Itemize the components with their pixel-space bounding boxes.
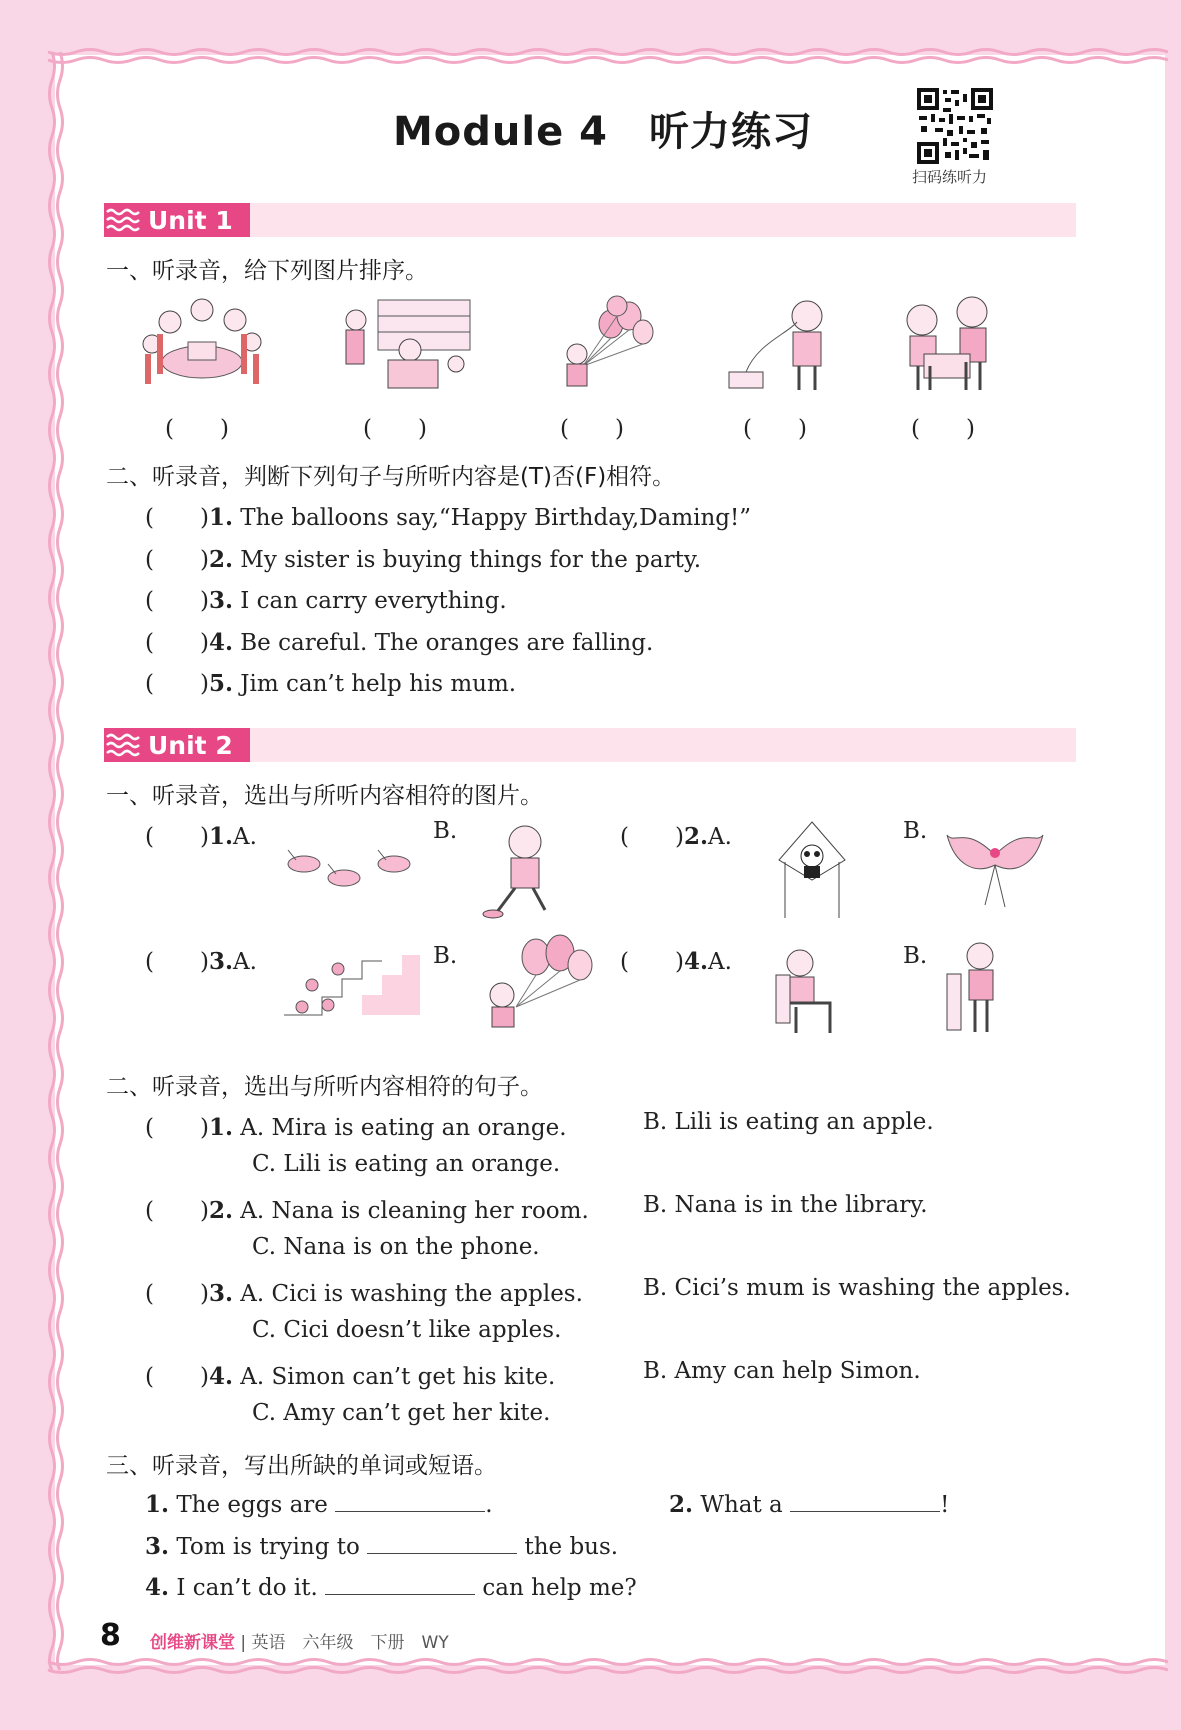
answer-blank[interactable]	[325, 1572, 475, 1595]
answer-paren[interactable]: ( )	[145, 1364, 209, 1390]
unit1-tf-item-4	[145, 624, 653, 657]
footer-brand: 创维新课堂	[150, 1633, 235, 1653]
item-number: 1.	[145, 1491, 170, 1518]
unit2-sentence-item-3-option-c: C. Cici doesn’t like apples.	[252, 1317, 562, 1343]
party-cake-picture	[140, 292, 270, 397]
fill-blank-item-4	[145, 1572, 637, 1601]
text-before: Tom is trying to	[169, 1534, 368, 1560]
item-number: 2.	[683, 823, 708, 850]
answer-paren[interactable]: ( )	[620, 949, 684, 975]
unit2-sentence-item-3-option-b: B. Cici’s mum is washing the apples.	[643, 1275, 1071, 1301]
fill-blank-item-2	[669, 1489, 949, 1518]
qr-caption: 扫码练听力	[912, 168, 988, 186]
item-text: I can carry everything.	[232, 588, 507, 614]
girl-phone-picture	[727, 294, 837, 394]
answer-paren[interactable]: ( )	[145, 1198, 209, 1224]
unit2-pic-item-4	[620, 943, 732, 976]
option-a-label: A.	[232, 949, 257, 975]
unit2-sentence-item-1-option-c: C. Lili is eating an orange.	[252, 1151, 561, 1177]
unit2-part2-heading: 二、听录音，选出与所听内容相符的句子。	[106, 1074, 543, 1100]
page-title: Module 4 听力练习	[393, 109, 813, 155]
balloons-boy-picture	[553, 296, 653, 391]
unit2-header-bar	[104, 728, 1076, 762]
text-after: .	[485, 1492, 493, 1518]
unit1-label: Unit 1	[148, 205, 233, 235]
option-a: A. Nana is cleaning her room.	[232, 1198, 589, 1224]
item-text: My sister is buying things for the party.	[232, 547, 702, 573]
footer-book-info: | 英语 六年级 下册 WY	[240, 1633, 449, 1653]
answer-blank[interactable]	[790, 1489, 940, 1512]
answer-paren[interactable]: ( )	[145, 1115, 209, 1141]
bird-kite-picture	[945, 815, 1045, 910]
answer-paren[interactable]: ( )	[145, 505, 209, 531]
item-number: 5.	[208, 670, 233, 697]
item-number: 4.	[145, 1574, 170, 1601]
item-text: Jim can’t help his mum.	[232, 671, 517, 697]
qr-code-icon[interactable]	[915, 86, 995, 166]
option-a-label: A.	[232, 824, 257, 850]
unit2-sentence-item-4	[145, 1358, 555, 1391]
item-number: 1.	[208, 1114, 233, 1141]
unit2-label: Unit 2	[148, 730, 233, 760]
item-number: 4.	[683, 948, 708, 975]
unit2-sentence-item-2-option-c: C. Nana is on the phone.	[252, 1234, 540, 1260]
unit1-picture-paren-1[interactable]: ( )	[165, 416, 229, 442]
unit1-picture-paren-4[interactable]: ( )	[743, 416, 807, 442]
item-number: 4.	[208, 629, 233, 656]
unit1-part2-heading: 二、听录音，判断下列句子与所听内容是(T)否(F)相符。	[106, 464, 676, 490]
unit1-part1-heading: 一、听录音，给下列图片排序。	[106, 258, 428, 284]
item-text: The balloons say,“Happy Birthday,Daming!”	[232, 505, 752, 531]
answer-paren[interactable]: ( )	[145, 824, 209, 850]
girl-tripping-picture	[475, 820, 565, 920]
waves-icon	[104, 728, 142, 762]
text-after: the bus.	[517, 1534, 619, 1560]
text-after: !	[940, 1492, 950, 1518]
unit2-sentence-item-4-option-b: B. Amy can help Simon.	[643, 1358, 921, 1384]
boy-sitting-chair-picture	[770, 945, 850, 1035]
answer-paren[interactable]: ( )	[145, 547, 209, 573]
answer-paren[interactable]: ( )	[145, 671, 209, 697]
answer-paren[interactable]: ( )	[620, 824, 684, 850]
answer-paren[interactable]: ( )	[145, 630, 209, 656]
option-a-label: A.	[707, 949, 732, 975]
unit1-header-bar	[104, 203, 1076, 237]
answer-blank[interactable]	[335, 1489, 485, 1512]
item-text: Be careful. The oranges are falling.	[232, 630, 654, 656]
item-number: 1.	[208, 823, 233, 850]
unit2-sentence-item-1-option-b: B. Lili is eating an apple.	[643, 1109, 934, 1135]
shopping-picture	[338, 298, 473, 393]
children-carrying-picture	[900, 292, 1010, 394]
unit1-tf-item-1	[145, 499, 751, 532]
item-number: 2.	[208, 1197, 233, 1224]
unit2-sentence-item-2-option-b: B. Nana is in the library.	[643, 1192, 928, 1218]
item-number: 3.	[208, 1280, 233, 1307]
option-a: A. Simon can’t get his kite.	[232, 1364, 556, 1390]
answer-paren[interactable]: ( )	[145, 1281, 209, 1307]
unit2-sentence-item-3	[145, 1275, 583, 1308]
unit2-sentence-item-1	[145, 1109, 567, 1142]
answer-paren[interactable]: ( )	[145, 588, 209, 614]
unit2-part1-heading: 一、听录音，选出与所听内容相符的图片。	[106, 783, 543, 809]
option-a-label: A.	[707, 824, 732, 850]
unit2-sentence-item-4-option-c: C. Amy can’t get her kite.	[252, 1400, 551, 1426]
unit2-tag	[104, 728, 250, 762]
unit2-pic-item-3	[145, 943, 257, 976]
item-number: 2.	[208, 546, 233, 573]
unit2-pic-item-4-option-b: B.	[903, 943, 928, 969]
option-a: A. Cici is washing the apples.	[232, 1281, 583, 1307]
unit1-tf-item-2	[145, 541, 701, 574]
unit1-picture-paren-2[interactable]: ( )	[363, 416, 427, 442]
item-number: 4.	[208, 1363, 233, 1390]
unit2-pic-item-2	[620, 818, 732, 851]
boy-standing-chair-picture	[945, 940, 1005, 1035]
unit1-tf-item-3	[145, 582, 507, 615]
text-before: I can’t do it.	[169, 1575, 326, 1601]
unit2-pic-item-1	[145, 818, 257, 851]
unit1-tf-item-5	[145, 665, 516, 698]
boy-balloons-picture	[480, 935, 595, 1030]
unit2-pic-item-2-option-b: B.	[903, 818, 928, 844]
waves-icon	[104, 203, 142, 237]
unit2-part3-heading: 三、听录音，写出所缺的单词或短语。	[106, 1453, 497, 1479]
fill-blank-item-1	[145, 1489, 493, 1518]
item-number: 3.	[208, 948, 233, 975]
item-number: 2.	[669, 1491, 694, 1518]
panda-kite-picture	[775, 820, 850, 920]
flying-birds-picture	[282, 842, 422, 897]
unit2-pic-item-1-option-b: B.	[433, 818, 458, 844]
unit1-tag	[104, 203, 250, 237]
unit1-picture-paren-5[interactable]: ( )	[911, 416, 975, 442]
footer-info	[150, 1628, 449, 1653]
falling-oranges-stairs-picture	[282, 945, 422, 1020]
item-number: 1.	[208, 504, 233, 531]
text-before: The eggs are	[169, 1492, 336, 1518]
answer-paren[interactable]: ( )	[145, 949, 209, 975]
text-before: What a	[693, 1492, 791, 1518]
unit2-sentence-item-2	[145, 1192, 589, 1225]
answer-blank[interactable]	[367, 1531, 517, 1554]
page-number: 8	[100, 1618, 121, 1653]
fill-blank-item-3	[145, 1531, 618, 1560]
item-number: 3.	[208, 587, 233, 614]
item-number: 3.	[145, 1533, 170, 1560]
unit1-picture-paren-3[interactable]: ( )	[560, 416, 624, 442]
unit2-pic-item-3-option-b: B.	[433, 943, 458, 969]
text-after: can help me?	[475, 1575, 637, 1601]
option-a: A. Mira is eating an orange.	[232, 1115, 567, 1141]
